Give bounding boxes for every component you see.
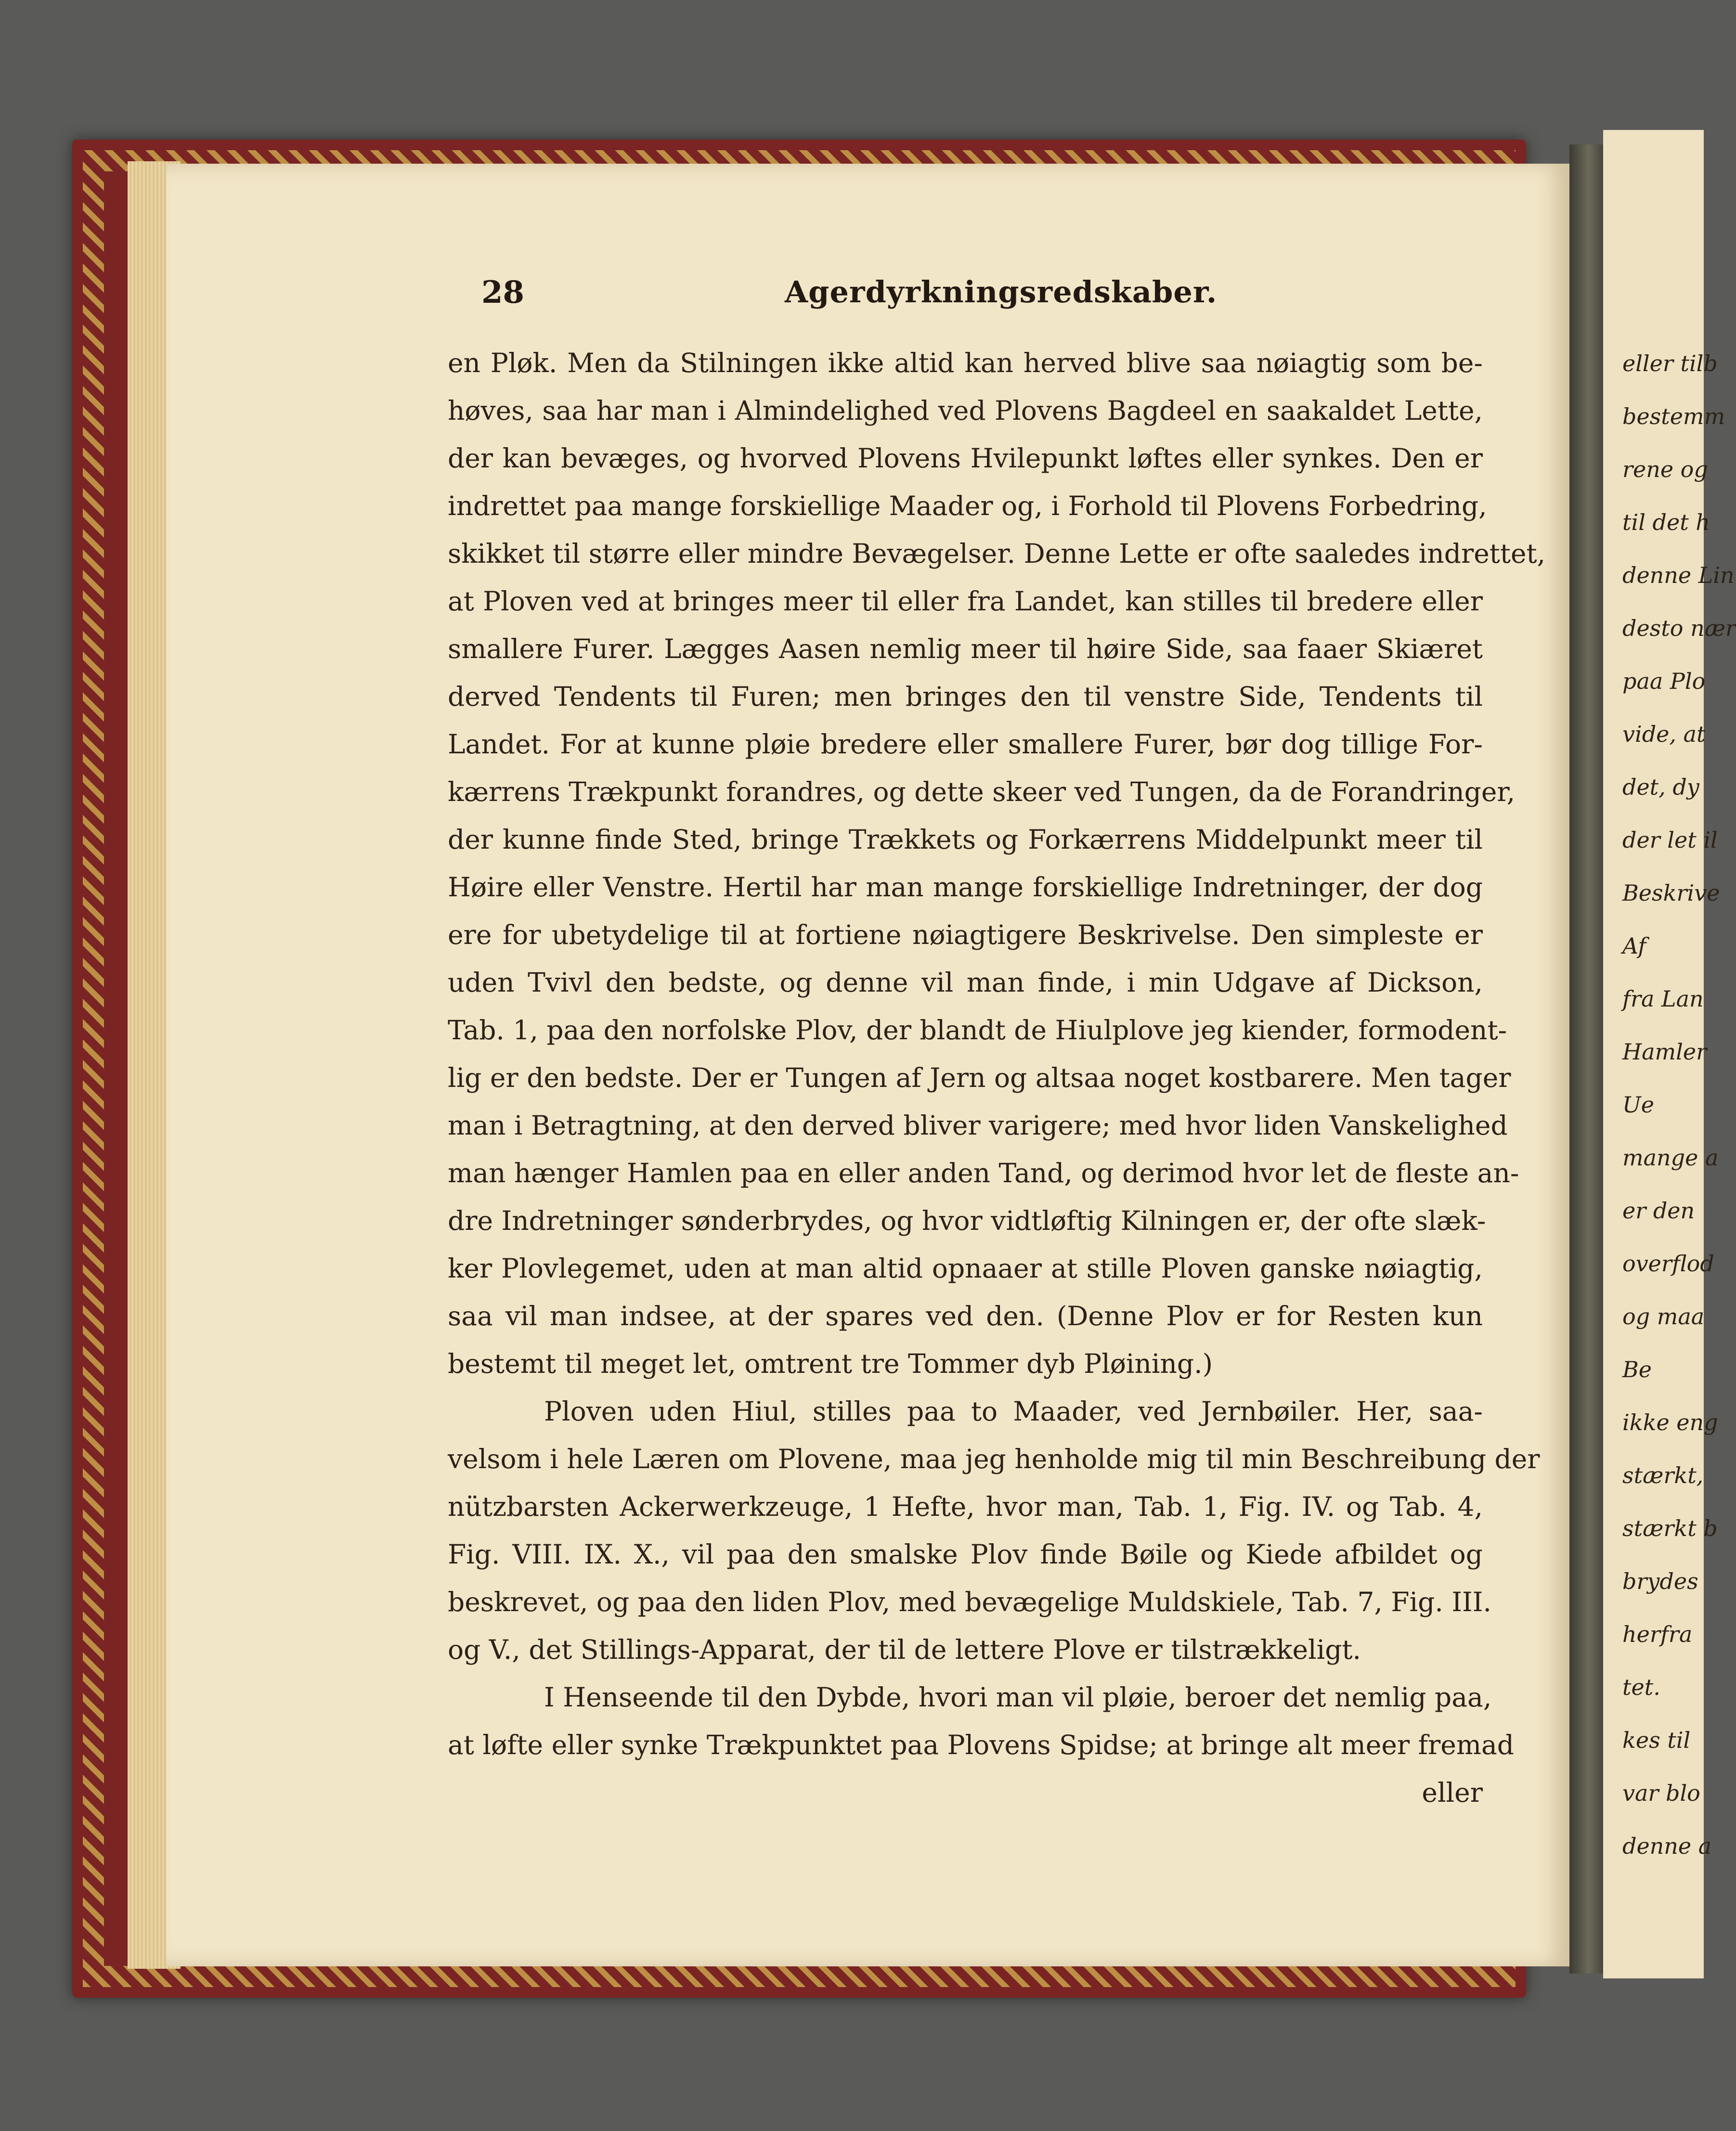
right-page-fragment: herfra bbox=[1622, 1621, 1693, 1647]
right-page-fragment: tet. bbox=[1622, 1674, 1660, 1700]
right-page-fragment: paa Plo bbox=[1622, 668, 1706, 694]
text-line: lig er den bedste. Der er Tungen af Jern og altsaa noget kostbarere. Men tager bbox=[448, 1062, 1511, 1093]
right-page-fragment: overflod bbox=[1622, 1251, 1714, 1277]
right-page-fragment: denne Lin bbox=[1622, 562, 1735, 588]
right-page-fragment: vide, at bbox=[1622, 721, 1706, 747]
right-page-fragment: fra Lan bbox=[1622, 986, 1704, 1012]
text-line: der kan bevæges, og hvorved Plovens Hvilepunkt løftes eller synkes. Den er bbox=[448, 443, 1483, 474]
right-page-fragment: brydes bbox=[1622, 1568, 1698, 1594]
text-line: man i Betragtning, at den derved bliver varigere; med hvor liden Vanskelighed bbox=[448, 1110, 1508, 1141]
right-page-fragment: Be bbox=[1622, 1356, 1652, 1382]
right-page-fragment: Ue bbox=[1622, 1092, 1654, 1118]
text-line: Høire eller Venstre. Hertil har man mange forskiellige Indretninger, der dog bbox=[448, 872, 1483, 903]
body-text bbox=[448, 339, 1546, 1817]
right-page-fragment: ikke eng bbox=[1622, 1409, 1718, 1435]
text-line: indrettet paa mange forskiellige Maader og, i Forhold til Plovens Forbedring, bbox=[448, 491, 1487, 521]
text-line: der kunne finde Sted, bringe Trækkets og Forkærrens Middelpunkt meer til bbox=[448, 824, 1483, 855]
right-page-fragment: rene og bbox=[1622, 456, 1708, 482]
text-line: eller bbox=[1422, 1777, 1483, 1808]
text-line: smallere Furer. Lægges Aasen nemlig meer til høire Side, saa faaer Skiæret bbox=[448, 633, 1483, 664]
text-line: ker Plovlegemet, uden at man altid opnaaer at stille Ploven ganske nøiagtig, bbox=[448, 1253, 1483, 1284]
text-line: dre Indretninger sønderbrydes, og hvor vidtløftig Kilningen er, der ofte slæk- bbox=[448, 1205, 1486, 1236]
text-line: at Ploven ved at bringes meer til eller fra Landet, kan stilles til bredere eller bbox=[448, 586, 1483, 617]
text-line: bestemt til meget let, omtrent tre Tommer dyb Pløining.) bbox=[448, 1348, 1213, 1379]
text-line: beskrevet, og paa den liden Plov, med bevægelige Muldskiele, Tab. 7, Fig. III. bbox=[448, 1587, 1491, 1617]
running-head: Agerdyrkningsredskaber. bbox=[785, 274, 1218, 310]
right-page-fragment: det, dy bbox=[1622, 774, 1699, 800]
text-line: en Pløk. Men da Stilningen ikke altid kan herved blive saa nøiagtig som be- bbox=[448, 348, 1483, 378]
right-page-text-fragments bbox=[1622, 337, 1736, 1873]
text-line: høves, saa har man i Almindelighed ved Plovens Bagdeel en saakaldet Lette, bbox=[448, 395, 1483, 426]
right-page-fragment: var blo bbox=[1622, 1780, 1700, 1806]
text-line: velsom i hele Læren om Plovene, maa jeg henholde mig til min Beschreibung der bbox=[448, 1444, 1540, 1474]
right-page-fragment: stærkt b bbox=[1622, 1515, 1718, 1541]
text-line: man hænger Hamlen paa en eller anden Tand, og derimod hvor let de fleste an- bbox=[448, 1158, 1519, 1188]
page-header bbox=[481, 274, 1492, 318]
text-line: Tab. 1, paa den norfolske Plov, der blandt de Hiulplove jeg kiender, formodent- bbox=[448, 1015, 1507, 1046]
right-page-fragment: Hamler bbox=[1622, 1039, 1707, 1065]
text-line: ere for ubetydelige til at fortiene nøiagtigere Beskrivelse. Den simpleste er bbox=[448, 919, 1483, 950]
right-page-fragment: til det h bbox=[1622, 509, 1710, 535]
text-line: I Henseende til den Dybde, hvori man vil pløie, beroer det nemlig paa, bbox=[544, 1682, 1492, 1713]
right-page-fragment: Beskrive bbox=[1622, 880, 1720, 906]
text-line: Landet. For at kunne pløie bredere eller smallere Furer, bør dog tillige For- bbox=[448, 729, 1483, 760]
right-page-fragment: denne a bbox=[1622, 1833, 1712, 1859]
right-page-fragment: Af bbox=[1622, 933, 1646, 959]
right-page-fragment: desto nær bbox=[1622, 615, 1736, 641]
book-gutter bbox=[1569, 144, 1608, 1974]
right-page-fragment: kes til bbox=[1622, 1727, 1691, 1753]
right-page-fragment: stærkt, bbox=[1622, 1462, 1704, 1488]
right-page-fragment: og maa bbox=[1622, 1304, 1705, 1330]
text-line: og V., det Stillings-Apparat, der til de lettere Plove er tilstrækkeligt. bbox=[448, 1634, 1361, 1665]
text-line: uden Tvivl den bedste, og denne vil man finde, i min Udgave af Dickson, bbox=[448, 967, 1483, 998]
right-page-fragment: der let il bbox=[1622, 827, 1718, 853]
text-line: skikket til større eller mindre Bevægelser. Denne Lette er ofte saaledes indrettet, bbox=[448, 538, 1546, 569]
text-line: saa vil man indsee, at der spares ved den. (Denne Plov er for Resten kun bbox=[448, 1301, 1483, 1331]
text-line: at løfte eller synke Trækpunktet paa Plovens Spidse; at bringe alt meer fremad bbox=[448, 1730, 1514, 1760]
text-line: nützbarsten Ackerwerkzeuge, 1 Hefte, hvor man, Tab. 1, Fig. IV. og Tab. 4, bbox=[448, 1491, 1483, 1522]
text-line: Fig. VIII. IX. X., vil paa den smalske Plov finde Bøile og Kiede afbildet og bbox=[448, 1539, 1483, 1570]
text-line: kærrens Trækpunkt forandres, og dette skeer ved Tungen, da de Forandringer, bbox=[448, 776, 1516, 807]
right-page-fragment: er den bbox=[1622, 1198, 1695, 1224]
right-page-fragment: bestemm bbox=[1622, 403, 1725, 429]
right-page-fragment: mange a bbox=[1622, 1145, 1719, 1171]
text-line: derved Tendents til Furen; men bringes den til venstre Side, Tendents til bbox=[448, 681, 1483, 712]
right-page-fragment: eller tilb bbox=[1622, 350, 1718, 376]
text-line: Ploven uden Hiul, stilles paa to Maader, ved Jernbøiler. Her, saa- bbox=[544, 1396, 1483, 1427]
page-number: 28 bbox=[481, 274, 525, 310]
